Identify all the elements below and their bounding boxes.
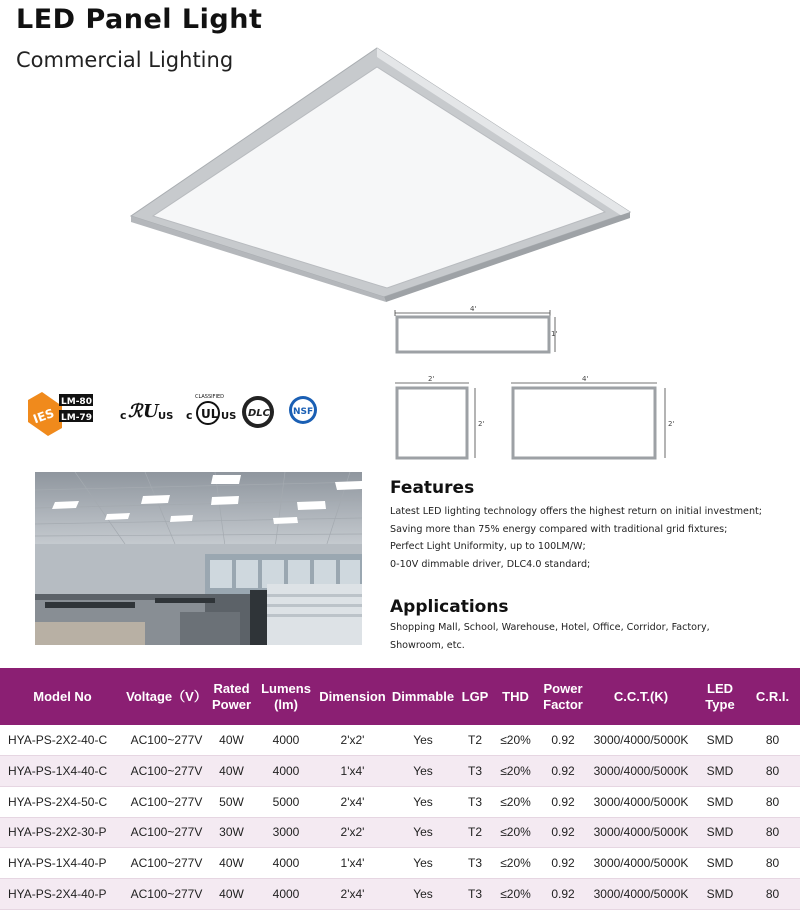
col-header-cct: C.C.T.(K) xyxy=(613,688,669,704)
col-header-thd: THD xyxy=(502,688,529,704)
cell-thd: ≤20% xyxy=(492,878,539,909)
cell-power: 30W xyxy=(208,817,255,848)
cell-cri: 80 xyxy=(745,878,800,909)
svg-text:DLC: DLC xyxy=(248,408,271,419)
cell-thd: ≤20% xyxy=(492,756,539,787)
cell-power: 40W xyxy=(208,756,255,787)
feature-item: Saving more than 75% energy compared with traditional grid fixtures; xyxy=(390,523,728,535)
cell-led-type: SMD xyxy=(695,817,745,848)
features-heading: Features xyxy=(390,478,475,498)
cell-led-type: SMD xyxy=(695,878,745,909)
cell-dimension: 2'x4' xyxy=(317,878,388,909)
cell-lumens: 3000 xyxy=(255,817,317,848)
table-row xyxy=(0,878,800,909)
cell-voltage: AC100~277V xyxy=(125,786,208,817)
cell-lumens: 4000 xyxy=(255,878,317,909)
cell-cct: 3000/4000/5000K xyxy=(587,756,695,787)
col-header-led-type: LED Type xyxy=(705,680,735,712)
col-header-model: Model No xyxy=(33,688,92,704)
cell-cct: 3000/4000/5000K xyxy=(587,817,695,848)
svg-text:UL: UL xyxy=(201,407,219,421)
square-height-label: 2' xyxy=(478,420,485,428)
col-header-dimmable: Dimmable xyxy=(391,688,455,704)
cell-dimension: 1'x4' xyxy=(317,756,388,787)
cell-cct: 3000/4000/5000K xyxy=(587,848,695,879)
cell-model: HYA-PS-1X4-40-P xyxy=(0,848,125,879)
cell-lumens: 4000 xyxy=(255,725,317,756)
cell-cri: 80 xyxy=(745,817,800,848)
cell-cct: 3000/4000/5000K xyxy=(587,786,695,817)
svg-text:NSF: NSF xyxy=(293,407,314,417)
cell-led-type: SMD xyxy=(695,725,745,756)
svg-text:c: c xyxy=(120,409,127,422)
cell-dimension: 2'x2' xyxy=(317,817,388,848)
cell-dimmable: Yes xyxy=(388,725,458,756)
cell-dimmable: Yes xyxy=(388,756,458,787)
feature-item: Latest LED lighting technology offers the highest return on initial investment; xyxy=(390,506,763,517)
svg-text:U: U xyxy=(143,401,159,422)
cell-model: HYA-PS-1X4-40-C xyxy=(0,756,125,787)
cell-led-type: SMD xyxy=(695,756,745,787)
table-row xyxy=(0,786,800,817)
svg-text:IES: IES xyxy=(31,405,57,427)
cell-dimmable: Yes xyxy=(388,817,458,848)
nsf-logo xyxy=(289,396,317,424)
svg-text:CLASSIFIED: CLASSIFIED xyxy=(195,394,224,400)
feature-item: Perfect Light Uniformity, up to 100LM/W; xyxy=(390,541,586,552)
features-list xyxy=(390,503,795,573)
col-header-dimension: Dimension xyxy=(319,688,386,704)
square-view-drawing xyxy=(395,375,484,458)
cell-voltage: AC100~277V xyxy=(125,817,208,848)
cell-dimension: 1'x4' xyxy=(317,848,388,879)
cell-cct: 3000/4000/5000K xyxy=(587,725,695,756)
cell-voltage: AC100~277V xyxy=(125,878,208,909)
applications-text: Shopping Mall, School, Warehouse, Hotel, Office, Corridor, Factory, Showroom, etc. xyxy=(390,622,710,651)
cul-classified-logo xyxy=(186,394,236,424)
svg-text:c: c xyxy=(186,409,193,422)
cell-dimmable: Yes xyxy=(388,848,458,879)
square-width-label: 2' xyxy=(428,375,435,383)
cell-lumens: 4000 xyxy=(255,756,317,787)
side-width-label: 4' xyxy=(470,305,477,313)
cell-lgp: T2 xyxy=(458,817,492,848)
cell-cri: 80 xyxy=(745,725,800,756)
certification-logos xyxy=(28,388,328,438)
svg-text:US: US xyxy=(158,411,174,422)
side-height-label: 1' xyxy=(551,330,558,338)
cell-thd: ≤20% xyxy=(492,817,539,848)
col-header-cri: C.R.I. xyxy=(755,688,790,704)
table-row xyxy=(0,848,800,879)
cell-dimmable: Yes xyxy=(388,786,458,817)
cell-cri: 80 xyxy=(745,786,800,817)
lm79-label: LM-79 xyxy=(61,413,92,423)
cell-voltage: AC100~277V xyxy=(125,756,208,787)
col-header-voltage: Voltage（V） xyxy=(126,688,207,704)
table-header-row xyxy=(0,668,800,725)
feature-item: 0-10V dimmable driver, DLC4.0 standard; xyxy=(390,558,591,570)
cell-power: 40W xyxy=(208,848,255,879)
cell-cri: 80 xyxy=(745,848,800,879)
cell-power-factor: 0.92 xyxy=(539,786,587,817)
col-header-power-factor: Power Factor xyxy=(543,680,583,712)
cell-model: HYA-PS-2X4-40-P xyxy=(0,878,125,909)
ies-logo xyxy=(28,392,93,436)
cell-power-factor: 0.92 xyxy=(539,848,587,879)
page-title: LED Panel Light xyxy=(16,4,263,35)
table-row xyxy=(0,725,800,756)
dimension-drawings xyxy=(385,300,685,470)
cell-power-factor: 0.92 xyxy=(539,817,587,848)
side-view-drawing xyxy=(395,305,557,352)
cell-power-factor: 0.92 xyxy=(539,725,587,756)
cell-cri: 80 xyxy=(745,756,800,787)
spec-table-body xyxy=(0,725,800,909)
cell-thd: ≤20% xyxy=(492,725,539,756)
lm80-label: LM-80 xyxy=(61,397,92,407)
svg-text:US: US xyxy=(221,411,237,422)
office-installation-photo xyxy=(35,472,362,645)
cell-lgp: T3 xyxy=(458,756,492,787)
cell-power-factor: 0.92 xyxy=(539,878,587,909)
ul-listed-logo xyxy=(120,401,173,422)
table-row xyxy=(0,756,800,787)
rect-height-label: 2' xyxy=(668,420,675,428)
cell-lumens: 4000 xyxy=(255,848,317,879)
cell-lgp: T3 xyxy=(458,848,492,879)
cell-power: 40W xyxy=(208,725,255,756)
cell-led-type: SMD xyxy=(695,848,745,879)
spec-table xyxy=(0,668,800,910)
rect-view-drawing xyxy=(511,375,674,458)
svg-text:ℛ: ℛ xyxy=(128,401,143,422)
cell-led-type: SMD xyxy=(695,786,745,817)
cell-power: 50W xyxy=(208,786,255,817)
cell-cct: 3000/4000/5000K xyxy=(587,878,695,909)
cell-thd: ≤20% xyxy=(492,848,539,879)
cell-thd: ≤20% xyxy=(492,786,539,817)
cell-voltage: AC100~277V xyxy=(125,848,208,879)
rect-width-label: 4' xyxy=(582,375,589,383)
page-subtitle: Commercial Lighting xyxy=(16,48,234,72)
panel-light-image xyxy=(125,42,635,302)
col-header-lumens: Lumens (lm) xyxy=(261,680,311,712)
applications-heading: Applications xyxy=(390,597,509,617)
cell-lgp: T3 xyxy=(458,878,492,909)
cell-power: 40W xyxy=(208,878,255,909)
cell-lgp: T2 xyxy=(458,725,492,756)
dlc-logo xyxy=(242,396,274,428)
cell-power-factor: 0.92 xyxy=(539,756,587,787)
cell-model: HYA-PS-2X2-30-P xyxy=(0,817,125,848)
cell-dimension: 2'x4' xyxy=(317,786,388,817)
cell-dimmable: Yes xyxy=(388,878,458,909)
col-header-power: Rated Power xyxy=(211,680,251,712)
cell-model: HYA-PS-2X4-50-C xyxy=(0,786,125,817)
table-row xyxy=(0,817,800,848)
col-header-lgp: LGP xyxy=(461,688,489,704)
cell-model: HYA-PS-2X2-40-C xyxy=(0,725,125,756)
cell-lgp: T3 xyxy=(458,786,492,817)
cell-lumens: 5000 xyxy=(255,786,317,817)
cell-voltage: AC100~277V xyxy=(125,725,208,756)
cell-dimension: 2'x2' xyxy=(317,725,388,756)
